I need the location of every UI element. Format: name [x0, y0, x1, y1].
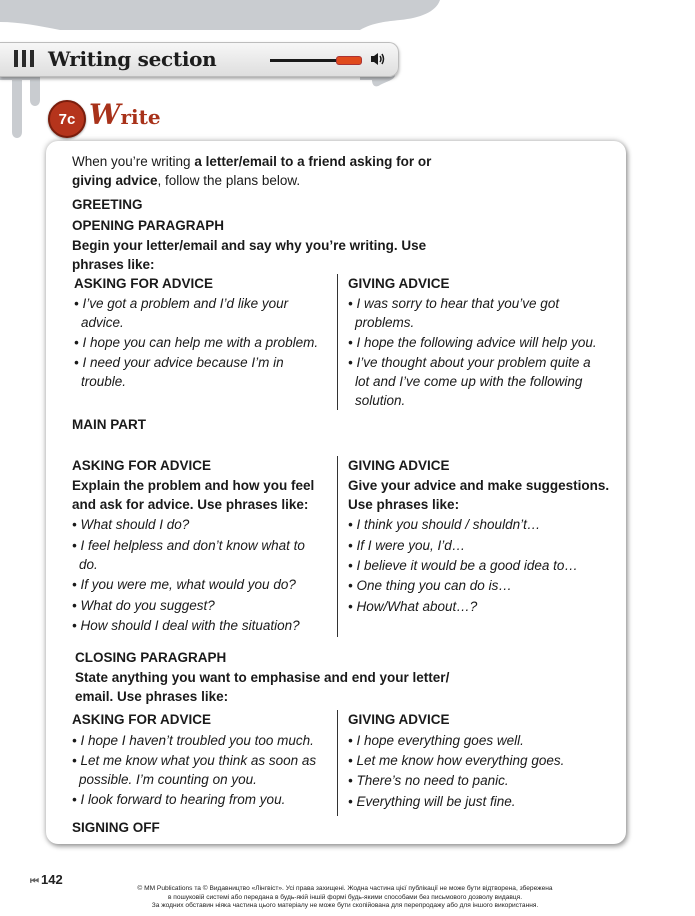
- list-item: • I look forward to hearing from you.: [72, 792, 286, 807]
- list-item: • How should I deal with the situation?: [72, 618, 300, 633]
- main-part-heading: MAIN PART: [72, 417, 146, 432]
- closing-instruction-line2: email. Use phrases like:: [75, 689, 229, 704]
- opening-asking-heading: ASKING FOR ADVICE: [74, 276, 214, 291]
- list-item: • I hope I haven’t troubled you too much.: [72, 733, 314, 748]
- list-item: possible. I’m counting on you.: [79, 772, 257, 787]
- opening-heading: OPENING PARAGRAPH: [72, 218, 225, 233]
- list-item: • Let me know how everything goes.: [348, 753, 565, 768]
- main-asking-instruction-line2: and ask for advice. Use phrases like:: [72, 497, 309, 512]
- task-badge: 7c: [48, 100, 86, 138]
- main-giving-instruction-line2: Use phrases like:: [348, 497, 460, 512]
- opening-giving-heading: GIVING ADVICE: [348, 276, 450, 291]
- main-giving-instruction: Give your advice and make suggestions.: [348, 478, 610, 493]
- list-item: • What do you suggest?: [72, 598, 215, 613]
- column-divider: [337, 710, 338, 816]
- list-item: • I hope everything goes well.: [348, 733, 524, 748]
- writing-plan-card: [46, 141, 626, 844]
- list-item: problems.: [355, 315, 415, 330]
- list-item: • Let me know what you think as soon as: [72, 753, 317, 768]
- list-item: • There’s no need to panic.: [348, 773, 509, 788]
- list-item: advice.: [81, 315, 124, 330]
- opening-instruction: Begin your letter/email and say why you’re writing. Use: [72, 238, 427, 253]
- section-title: Writing section: [48, 47, 217, 71]
- main-asking-instruction: Explain the problem and how you feel: [72, 478, 315, 493]
- list-item: • What should I do?: [72, 517, 190, 532]
- closing-heading: CLOSING PARAGRAPH: [75, 650, 227, 665]
- task-title-rest: rite: [120, 105, 161, 129]
- list-item: • I need your advice because I’m in: [74, 355, 284, 370]
- section-header-bar: [0, 42, 399, 77]
- list-item: • I think you should / shouldn’t…: [348, 517, 541, 532]
- opening-instruction-line2: phrases like:: [72, 257, 155, 272]
- list-item: • I’ve got a problem and I’d like your: [74, 296, 289, 311]
- page-number: ⏮ 142: [30, 872, 63, 887]
- list-item: • I feel helpless and don’t know what to: [72, 538, 305, 553]
- main-asking-heading: ASKING FOR ADVICE: [72, 458, 212, 473]
- task-title: [89, 98, 161, 131]
- closing-asking-heading: ASKING FOR ADVICE: [72, 712, 212, 727]
- main-giving-heading: GIVING ADVICE: [348, 458, 450, 473]
- column-divider: [337, 456, 338, 637]
- list-item: lot and I’ve come up with the following: [355, 374, 583, 389]
- audio-progress-knob[interactable]: [336, 56, 362, 65]
- list-item: • I’ve thought about your problem quite a: [348, 355, 591, 370]
- list-item: • How/What about…?: [348, 599, 478, 614]
- section-number-mark: [14, 50, 34, 67]
- rewind-icon: ⏮: [30, 876, 39, 887]
- list-item: trouble.: [81, 374, 127, 389]
- copyright-notice: © MM Publications та © Видавництво «Лінгвіст». Усі права захищені. Жодна частина цієї публікації не може бути відтворена, збережена в пошуковій системі або передана в будь-якій іншій формі будь-якими способами без письмового дозволу видавця. За жодних обставин ніяка частина цього матеріалу не може бути скопійована для перепродажу або для іншого використання.: [137, 885, 553, 909]
- speaker-icon[interactable]: [370, 52, 386, 66]
- list-item: do.: [79, 557, 98, 572]
- list-item: • Everything will be just fine.: [348, 794, 516, 809]
- signing-off-heading: SIGNING OFF: [72, 820, 160, 835]
- list-item: • I was sorry to hear that you’ve got: [348, 296, 560, 311]
- list-item: • If you were me, what would you do?: [72, 577, 296, 592]
- list-item: • I believe it would be a good idea to…: [348, 558, 578, 573]
- list-item: solution.: [355, 393, 406, 408]
- closing-giving-heading: GIVING ADVICE: [348, 712, 450, 727]
- intro-text: When you’re writing a letter/email to a friend asking for or: [72, 154, 432, 169]
- greeting-heading: GREETING: [72, 197, 143, 212]
- audio-progress-icon[interactable]: [270, 59, 340, 62]
- list-item: • If I were you, I’d…: [348, 538, 466, 553]
- list-item: • One thing you can do is…: [348, 578, 512, 593]
- closing-instruction: State anything you want to emphasise and end your letter/: [75, 670, 450, 685]
- task-title-initial: W: [89, 98, 121, 131]
- list-item: • I hope you can help me with a problem.: [74, 335, 319, 350]
- list-item: • I hope the following advice will help you.: [348, 335, 597, 350]
- column-divider: [337, 274, 338, 410]
- intro-text-line2: giving advice, follow the plans below.: [72, 173, 301, 188]
